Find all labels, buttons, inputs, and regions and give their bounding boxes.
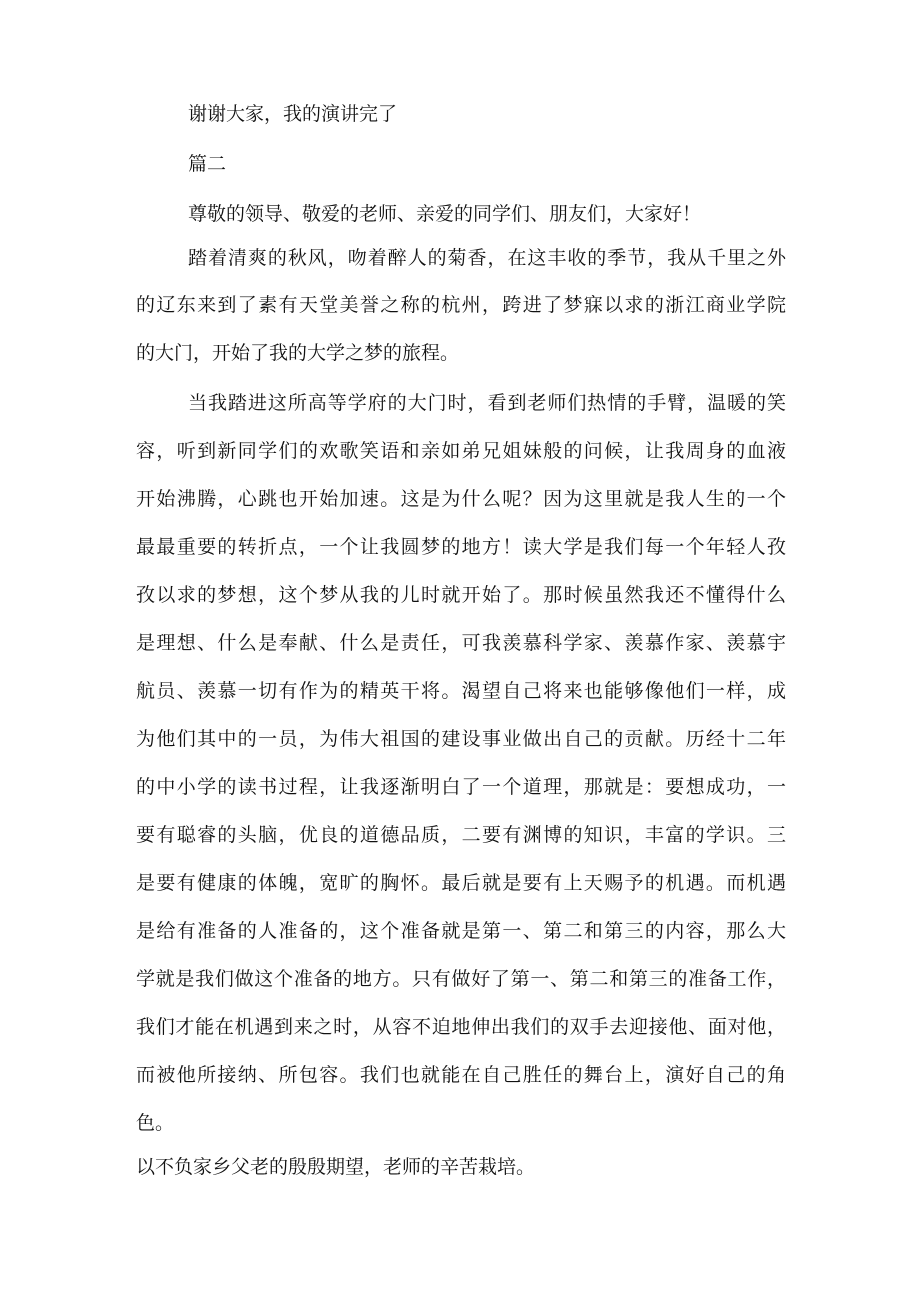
paragraph-line: 孜以求的梦想，这个梦从我的儿时就开始了。那时候虽然我还不懂得什么 xyxy=(136,584,786,606)
paragraph-line: 的辽东来到了素有天堂美誉之称的杭州，跨进了梦寐以求的浙江商业学院 xyxy=(136,294,786,316)
paragraph-line: 为他们其中的一员，为伟大祖国的建设事业做出自己的贡献。历经十二年 xyxy=(136,728,786,750)
paragraph-line: 容，听到新同学们的欢歌笑语和亲如弟兄姐妹般的问候，让我周身的血液 xyxy=(136,440,786,462)
paragraph-line: 踏着清爽的秋风，吻着醉人的菊香，在这丰收的季节，我从千里之外 xyxy=(188,247,786,269)
paragraph-line: 是要有健康的体魄，宽旷的胸怀。最后就是要有上天赐予的机遇。而机遇 xyxy=(136,872,786,894)
paragraph-line: 的中小学的读书过程，让我逐渐明白了一个道理，那就是：要想成功，一 xyxy=(136,776,786,798)
paragraph-line: 要有聪睿的头脑，优良的道德品质，二要有渊博的知识，丰富的学识。三 xyxy=(136,824,786,846)
greeting-line: 尊敬的领导、敬爱的老师、亲爱的同学们、朋友们，大家好！ xyxy=(188,203,702,225)
final-line: 以不负家乡父老的殷殷期望，老师的辛苦栽培。 xyxy=(136,1156,536,1178)
paragraph-line: 我们才能在机遇到来之时，从容不迫地伸出我们的双手去迎接他、面对他， xyxy=(136,1016,786,1038)
paragraph-line: 是给有准备的人准备的，这个准备就是第一、第二和第三的内容，那么大 xyxy=(136,920,786,942)
paragraph-line: 是理想、什么是奉献、什么是责任，可我羡慕科学家、羡慕作家、羡慕宇 xyxy=(136,632,786,654)
paragraph-line: 当我踏进这所高等学府的大门时，看到老师们热情的手臂，温暖的笑 xyxy=(188,392,786,414)
paragraph-line: 最最重要的转折点，一个让我圆梦的地方！读大学是我们每一个年轻人孜 xyxy=(136,536,786,558)
section-title: 篇二 xyxy=(188,153,227,175)
paragraph-line: 开始沸腾，心跳也开始加速。这是为什么呢？因为这里就是我人生的一个 xyxy=(136,488,786,510)
closing-line: 谢谢大家，我的演讲完了 xyxy=(188,103,398,125)
paragraph-line: 色。 xyxy=(136,1112,175,1134)
paragraph-line: 航员、羡慕一切有作为的精英干将。渴望自己将来也能够像他们一样，成 xyxy=(136,680,786,702)
paragraph-line: 学就是我们做这个准备的地方。只有做好了第一、第二和第三的准备工作， xyxy=(136,968,786,990)
paragraph-line: 的大门，开始了我的大学之梦的旅程。 xyxy=(136,342,460,364)
paragraph-line: 而被他所接纳、所包容。我们也就能在自己胜任的舞台上，演好自己的角 xyxy=(136,1064,786,1086)
